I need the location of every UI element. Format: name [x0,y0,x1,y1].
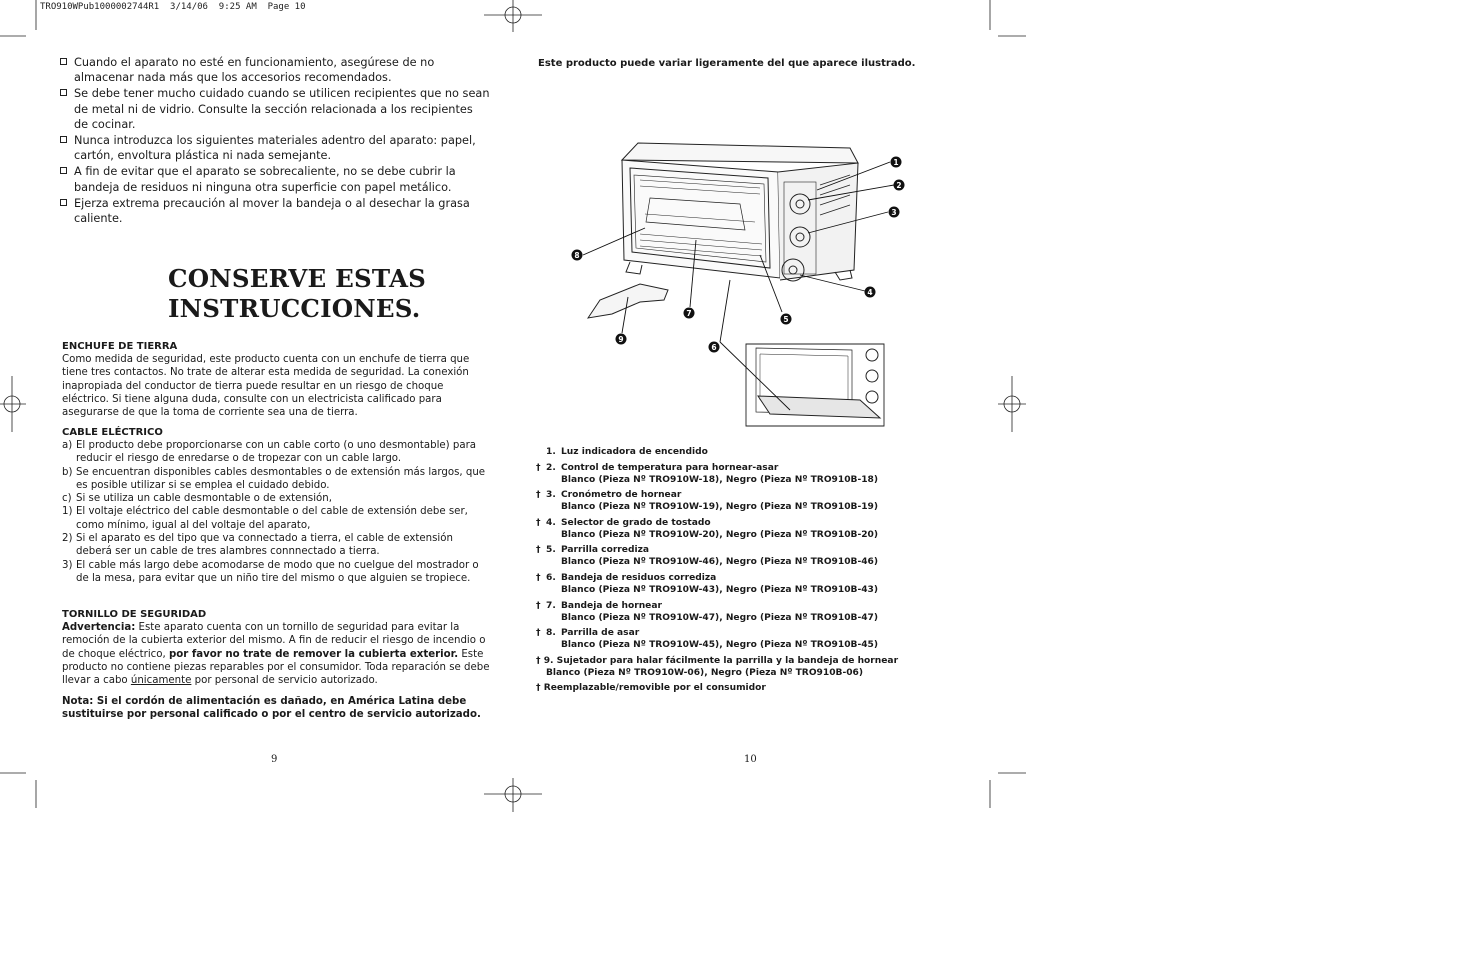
svg-text:9: 9 [618,334,624,344]
callout-2 [894,180,905,191]
bullet-item: A fin de evitar que el aparato se sobrecaliente, no se debe cubrir la bandeja de residuos ni ninguna otra superficie con papel metálico. [60,164,490,195]
checkbox-square-icon [60,58,67,65]
product-variance-note: Este producto puede variar ligeramente del que aparece ilustrado. [538,58,916,69]
part-item: † 9. Sujetador para halar fácilmente la parrilla y la bandeja de hornear Blanco (Pieza Nº TRO910W-06), Negro (Pieza Nº TRO910B-06) [536,655,899,678]
svg-text:3: 3 [891,207,897,217]
toaster-oven-illustration [560,138,910,438]
list-item: 1) El voltaje eléctrico del cable desmontable o del cable de extensión debe ser, como mínimo, igual al del voltaje del aparato, [62,506,468,531]
checkbox-square-icon [60,199,67,206]
section-heading: ENCHUFE DE TIERRA [62,341,178,352]
list-item: b) Se encuentran disponibles cables desmontables o de extensión más largos, que es posible utilizar si se emplea el cuidado debido. [62,466,486,491]
part-item: † 2. Control de temperatura para hornear-asar Blanco (Pieza Nº TRO910W-18), Negro (Pieza Nº TRO910B-18) [536,462,879,485]
page-number-left: 9 [271,754,278,765]
part-item: † 5. Parrilla corrediza Blanco (Pieza Nº TRO910W-46), Negro (Pieza Nº TRO910B-46) [536,545,879,568]
bullet-item: Cuando el aparato no esté en funcionamiento, asegúrese de no almacenar nada más que los accesorios recomendados. [60,55,490,86]
checkbox-square-icon [60,167,67,174]
print-slug: TRO910WPub1000002744R1 3/14/06 9:25 AM Page 10 [40,2,306,12]
part-item: † 3. Cronómetro de hornear Blanco (Pieza Nº TRO910W-19), Negro (Pieza Nº TRO910B-19) [536,490,879,513]
svg-text:2: 2 [896,180,902,190]
bullet-item: Se debe tener mucho cuidado cuando se utilicen recipientes que no sean de metal ni de vidrio. Consulte la sección relacionada a los recipientes de cocinar. [60,86,490,132]
safety-bullets [60,55,490,227]
part-item: † 7. Bandeja de hornear Blanco (Pieza Nº TRO910W-47), Negro (Pieza Nº TRO910B-47) [536,600,879,623]
list-item: 3) El cable más largo debe acomodarse de modo que no cuelgue del mostrador o de la mesa, para evitar que un niño tire del mismo o que alguien se tropiece. [62,559,479,584]
section-body: Como medida de seguridad, este producto cuenta con un enchufe de tierra que tiene tres contactos. No trate de alterar esta medida de seguridad. La conexión inapropiada del conductor de tierra puede resultar en un riesgo de choque eléctrico. Si tiene alguna duda, consulte con un electricista calificado para asegurarse de que la toma de corriente sea una de tierra. [62,354,470,419]
svg-text:5: 5 [783,314,789,324]
callout-6 [709,342,720,353]
svg-text:1: 1 [893,157,899,167]
callout-4 [865,287,876,298]
callout-5 [781,314,792,325]
parts-footnote: † Reemplazable/removible por el consumidor [536,683,766,694]
svg-text:8: 8 [574,250,580,260]
parts-list [536,446,916,698]
callout-8 [572,250,583,261]
cable-section [62,426,492,585]
conserve-title: CONSERVE ESTAS INSTRUCCIONES. [168,264,427,323]
nota-cordon: Nota: Si el cordón de alimentación es dañado, en América Latina debe sustituirse por personal calificado o por el centro de servicio autorizado. [62,696,481,721]
callout-7 [684,308,695,319]
callout-1 [891,157,902,168]
svg-text:6: 6 [711,342,717,352]
callout-3 [889,207,900,218]
section-heading: TORNILLO DE SEGURIDAD [62,609,207,620]
list-item: 2) Si el aparato es del tipo que va connectado a tierra, el cable de extensión deberá ser un cable de tres alambres connnectado a tierra. [62,533,453,558]
section-body: Advertencia: Este aparato cuenta con un tornillo de seguridad para evitar la remoción de la cubierta exterior del mismo. A fin de reducir el riesgo de incendio o de choque eléctrico, por favor no trate de remover la cubierta exterior. Este producto no contiene piezas reparables por el consumidor. Toda reparación se debe llevar a cabo únicamente por personal de servicio autorizado. [62,622,490,687]
checkbox-square-icon [60,136,67,143]
page-number-right: 10 [744,754,757,765]
bullet-item: Nunca introduzca los siguientes materiales adentro del aparato: papel, cartón, envoltura plástica ni nada semejante. [60,133,490,164]
part-item: † 6. Bandeja de residuos corrediza Blanco (Pieza Nº TRO910W-43), Negro (Pieza Nº TRO910B-43) [536,572,879,595]
part-item: 1. Luz indicadora de encendido [546,447,708,457]
callout-9 [616,334,627,345]
part-item: † 4. Selector de grado de tostado Blanco (Pieza Nº TRO910W-20), Negro (Pieza Nº TRO910B-20) [536,517,879,540]
bullet-item: Ejerza extrema precaución al mover la bandeja o al desechar la grasa caliente. [60,196,490,227]
svg-text:4: 4 [867,287,873,297]
section-heading: CABLE ELÉCTRICO [62,427,163,438]
part-item: † 8. Parrilla de asar Blanco (Pieza Nº TRO910W-45), Negro (Pieza Nº TRO910B-45) [536,628,879,651]
checkbox-square-icon [60,89,67,96]
list-item: a) El producto debe proporcionarse con un cable corto (o uno desmontable) para reducir el riesgo de enredarse o de tropezar con un cable largo. [62,440,477,465]
list-item: c) Si se utiliza un cable desmontable o de extensión, [62,493,332,505]
svg-text:7: 7 [686,308,692,318]
enchufe-section [62,340,492,419]
tornillo-section [62,608,492,687]
